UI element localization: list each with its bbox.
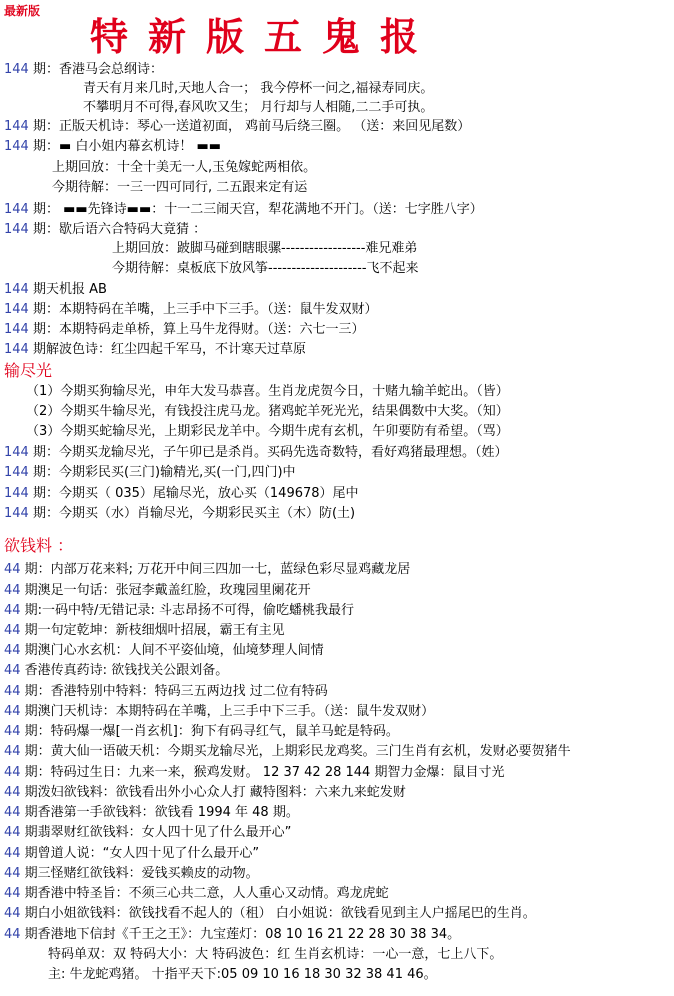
row-36: 44 期翡翠财红欲钱料：女人四十见了什么最开心” — [4, 825, 292, 840]
row-31: 44 期：特码爆一爆[一肖玄机]：狗下有码寻红气，鼠羊马蛇是特码。 — [4, 724, 399, 739]
row-9: 144 期：歇后语六合特码大竟猜 ： — [4, 222, 207, 237]
row-26: 44 期一句定乾坤：新枝细烟叶招展，霸王有主见 — [4, 623, 285, 638]
row-29: 44 期：香港特别中特料：特码三五两边找 过二位有特码 — [4, 684, 328, 699]
edition-tag: 最新版 — [4, 4, 41, 18]
row-34: 44 期泼妇欲钱料：欲钱看出外小心众人打 藏特图料：六来九来蛇发财 — [4, 785, 406, 800]
row-17: （2）今期买牛输尽光，有钱投注虎马龙。猪鸡蛇羊死光光，结果偶数中大奖。（知） — [26, 404, 509, 419]
row-27: 44 期澳门心水玄机：人间不平姿仙境，仙境梦理人间情 — [4, 643, 324, 658]
row-1: 144 期：香港马会总纲诗： — [4, 62, 163, 77]
row-18: （3）今期买蛇输尽光，上期彩民龙羊中。今期牛虎有玄机，午卯要防有希望。（骂） — [26, 424, 509, 439]
row-15: 144 期解波色诗：红尘四起千军马，不计寒天过草原 — [4, 342, 306, 357]
row-39: 44 期香港中特圣旨：不须三心共二意，人人重心又动情。鸡龙虎蛇 — [4, 886, 389, 901]
row-22: 144 期：今期买（水）肖输尽光，今期彩民买主（木）防(土) — [4, 506, 356, 521]
row-32: 44 期：黄大仙一语破天机：今期买龙输尽光，上期彩民龙鸡奖。三门生肖有玄机，发财必要贺猪牛 — [4, 744, 571, 759]
row-16: （1）今期买狗输尽光，申年大发马恭喜。生肖龙虎贺今日，十赌九输羊蛇出。（皆） — [26, 384, 509, 399]
row-3: 不攀明月不可得,春风吹又生； 月行却与人相随,二二手可执。 — [83, 100, 434, 115]
page-title: 特新版五鬼报 — [90, 14, 439, 59]
row-42: 特码单双：双 特码大小：大 特码波色：红 生肖玄机诗：一心一意，七上八下。 — [48, 947, 503, 962]
row-23: 44 期：内部万花来料; 万花开中间三四加一七，蓝绿色彩尽显鸡藏龙居 — [4, 562, 411, 577]
row-19: 144 期：今期买龙输尽光，子午卯已是杀肖。买码先选奇数特，看好鸡猪最理想。（姓） — [4, 445, 508, 460]
section-lose-all: 输尽光 — [4, 361, 53, 380]
row-38: 44 期三怪赌红欲钱料：爱钱买赖皮的动物。 — [4, 866, 259, 881]
row-24: 44 期澳足一句话：张冠李戴盖红脸，玫瑰园里阑花开 — [4, 583, 311, 598]
row-6: 上期回放：十全十美无一人,玉兔嫁蛇两相依。 — [52, 160, 317, 175]
row-30: 44 期澳门天机诗：本期特码在羊嘴，上三手中下三手。（送：鼠牛发双财） — [4, 704, 435, 719]
row-8: 144 期： ▬▬先锋诗▬▬：十一二三闹天宫，犁花满地不开门。（送：七字胜八字） — [4, 202, 483, 217]
row-5: 144 期：▬ 白小姐内幕玄机诗！ ▬▬ — [4, 139, 222, 154]
row-10: 上期回放：跛脚马碰到瞎眼骡------------------难兄难弟 — [112, 241, 418, 256]
row-25: 44 期:一码中特/无错记录: 斗志昂扬不可得，偷吃蟠桃我最行 — [4, 603, 354, 618]
row-11: 今期待解：桌板底下放风筝---------------------飞不起来 — [112, 261, 419, 276]
section-want-money: 欲钱料 ： — [4, 536, 74, 555]
row-37: 44 期曾道人说：“女人四十见了什么最开心” — [4, 846, 260, 861]
row-13: 144 期：本期特码在羊嘴，上三手中下三手。（送：鼠牛发双财） — [4, 302, 378, 317]
row-2: 青天有月来几时,天地人合一； 我今停杯一问之,福禄寿同庆。 — [83, 81, 434, 96]
row-43: 主: 牛龙蛇鸡猪。 十指平天下:05 09 10 16 18 30 32 38 41 46。 — [48, 967, 437, 982]
row-14: 144 期：本期特码走单桥，算上马牛龙得财。（送：六七一三） — [4, 322, 365, 337]
row-33: 44 期：特码过生日：九来一来，猴鸡发财。 12 37 42 28 144 期智力金爆：鼠目寸光 — [4, 765, 505, 780]
row-20: 144 期：今期彩民买(三门)输精光,买(一门,四门)中 — [4, 465, 296, 480]
row-35: 44 期香港第一手欲钱料：欲钱看 1994 年 48 期。 — [4, 805, 299, 820]
row-21: 144 期：今期买（ 035）尾输尽光，放心买（149678）尾中 — [4, 486, 359, 501]
row-40: 44 期白小姐欲钱料：欲钱找看不起人的（租） 白小姐说：欲钱看见到主人户摇尾巴的生肖。 — [4, 906, 536, 921]
row-4: 144 期：正版天机诗：琴心一送道初面， 鸡前马后绕三圈。 （送：来回见尾数） — [4, 119, 471, 134]
row-12: 144 期天机报 AB — [4, 282, 107, 297]
row-28: 44 香港传真药诗: 欲钱找关公跟刘备。 — [4, 663, 229, 678]
row-7: 今期待解：一三一四可同行, 二五跟来定有运 — [52, 180, 308, 195]
row-41: 44 期香港地下信封《千王之王》：九宝莲灯：08 10 16 21 22 28 30 38 34。 — [4, 927, 461, 942]
